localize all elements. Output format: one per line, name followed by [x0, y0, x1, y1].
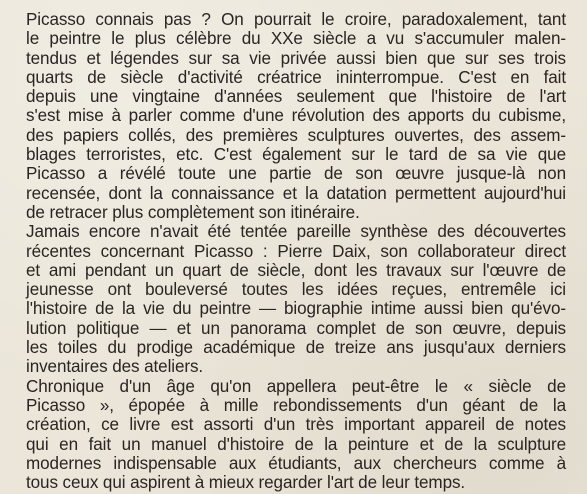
text-line: modernes indispensable aux étudiants, aux chercheurs comme à	[26, 453, 566, 473]
text-line: les toiles du prodige académique de treize ans jusqu'aux derniers	[26, 338, 566, 358]
text-line: Picasso connais pas ? On pourrait le croire, paradoxalement, tant	[26, 10, 566, 29]
text-line: des papiers collés, des premières sculptures ouvertes, des assem-	[26, 125, 566, 145]
text-line: quarts de siècle d'activité créatrice ininterrompue. C'est en fait	[26, 67, 566, 87]
paragraph-synthesis	[26, 222, 566, 376]
text-line: recensée, dont la connaissance et la datation permettent aujourd'hui	[26, 183, 566, 203]
text-line: le peintre le plus célèbre du XXe siècle a vu s'accumuler malen-	[26, 29, 566, 49]
text-line: tous ceux qui aspirent à mieux regarder l'art de leur temps.	[26, 473, 466, 493]
text-line: qui en fait un manuel d'histoire de la peinture et de la sculpture	[26, 434, 566, 454]
text-line: Picasso a révélé toute une partie de son œuvre jusque-là non	[26, 164, 566, 184]
text-line: lution politique — et un panorama complet de son œuvre, depuis	[26, 318, 566, 338]
text-line: depuis une vingtaine d'années seulement que l'histoire de l'art	[26, 87, 566, 107]
text-line: jeunesse ont bouleversé toutes les idées reçues, entremêle ici	[26, 280, 566, 300]
text-line: et ami pendant un quart de siècle, dont les travaux sur l'œuvre de	[26, 260, 566, 280]
text-line: récentes concernant Picasso : Pierre Daix, son collaborateur direct	[26, 241, 566, 261]
blurb-text	[26, 10, 566, 492]
text-line: inventaires des ateliers.	[26, 357, 204, 377]
text-line: l'histoire de la vie du peintre — biographie intime aussi bien qu'évo-	[26, 299, 566, 319]
text-line: blages terroristes, etc. C'est également sur le tard de sa vie que	[26, 145, 566, 165]
text-line: Jamais encore n'avait été tentée pareille synthèse des découvertes	[26, 222, 566, 242]
text-line: de retracer plus complètement son itinéraire.	[26, 202, 360, 222]
paragraph-intro	[26, 10, 566, 222]
text-line: Picasso », épopée à mille rebondissements d'un géant de la	[26, 395, 566, 415]
text-line: Chronique d'un âge qu'on appellera peut-être le « siècle de	[26, 376, 566, 396]
paragraph-chronicle	[26, 377, 566, 493]
text-line: création, ce livre est assorti d'un très important appareil de notes	[26, 415, 566, 435]
text-line: tendus et légendes sur sa vie privée aussi bien que sur ses trois	[26, 48, 566, 68]
text-line: s'est mise à parler comme d'une révolution des apports du cubisme,	[26, 106, 566, 126]
